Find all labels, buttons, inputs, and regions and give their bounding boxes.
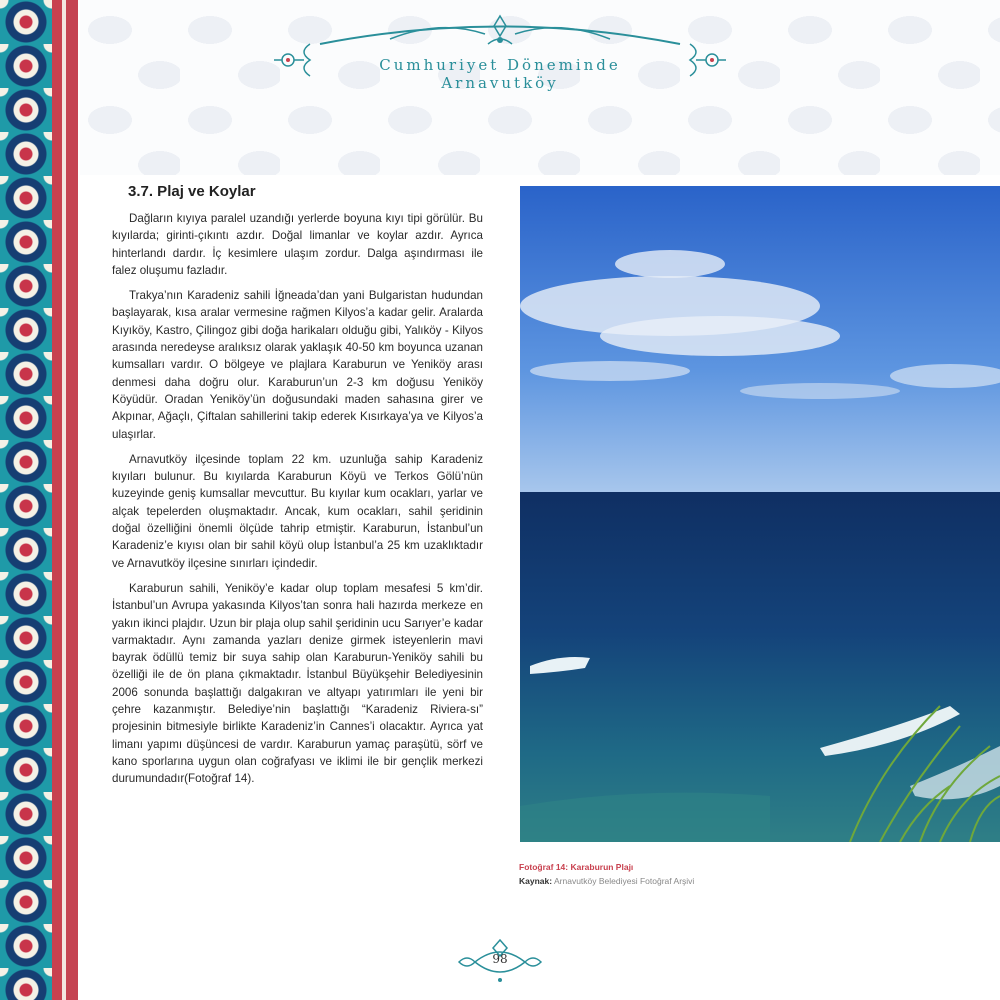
caption-source (519, 874, 694, 888)
caption-source-label: Kaynak: (519, 876, 553, 886)
paragraph: Dağların kıyıya paralel uzandığı yerlerde boyuna kıyı tipi görülür. Bu kıyılarda; girinti-çıkıntı azdır. Doğal limanlar ve koylar azdır. Ayrıca hinterlandı dardır. İç kesimlere ulaşım zordur. Dalga aşındırması ile falez oluşumu fazladır. (112, 212, 483, 277)
paragraph: Arnavutköy ilçesinde toplam 22 km. uzunluğa sahip Karadeniz kıyıları bulunur. Bu kıyılarda Karaburun Köyü ve Terkos Gölü’nün kuzeyinde geniş kumsallar mevcuttur. Bu kıyılar kum ocakları, yarlar ve alçak tepelerden oluşmaktadır. Ancak, kum ocakları, sahil şeridinin doğal özelliğini önemli ölçüde tahrip etmiştir. Karaburun, İstanbul’un Karadeniz’e kıyısı olan bir sahil köyü olup İstanbul’a 25 km uzaklıktadır ve Arnavutköy ilçesine sınırları içindedir. (112, 452, 483, 570)
red-border-stripe-inner (66, 0, 78, 1000)
tile-border (0, 0, 52, 1000)
beach-photo (520, 186, 1000, 842)
photo-caption (519, 860, 694, 888)
body-text (112, 210, 483, 796)
caption-title: Fotoğraf 14: Karaburun Plajı (519, 862, 634, 872)
paragraph: Karaburun sahili, Yeniköy’e kadar olup toplam mesafesi 5 km’dir. İstanbul’un Avrupa yakasında Kilyos’tan sonra hali hazırda merkeze en yakın ikinci plajdır. Uzun bir plaja olup sahil şeridinin ucu Sarıyer’e kadar varmaktadır. Aynı zamanda yazları denize girmek isteyenlerin mavi bayrak ödüllü temiz bir suya sahip olan Karaburun-Yeniköy sahili bu özelliği ile de ön plana çıkmaktadır. İstanbul Büyükşehir Belediyesinin 2006 sonunda başlattığı dalgakıran ve altyapı yatırımları ile yeni bir çehre kazanmıştır. Belediye’nin başlattığı “Karadeniz Riviera-sı” projesinin bitmesiyle birlikte Karadeniz’in Cannes’i olacaktır. Ayrıca yat limanı yapımı düşüncesi de vardır. Karaburun yamaç paraşütü, sörf ve kano sporlarına uygun olan coğrafyası ve iklimi ile bir gençlik merkezi durumundadır(Fotoğraf 14). (112, 581, 483, 786)
red-border-stripe (52, 0, 62, 1000)
paragraph: Trakya’nın Karadeniz sahili İğneada’dan yani Bulgaristan hudundan başlayarak, kısa aralar vermesine rağmen Kilyos’a kadar gelir. Aralarda Kıyıköy, Kastro, Çilingoz gibi doğa harikaları olduğu gibi, Yalıköy - Kilyos arasında neredeyse aralıksız olarak yaklaşık 40-50 km boyunca uzanan kumsalları vardır. O bölgeye ve plajlara Karaburun ve Yeniköy arası denmesi daha doğru olur. Karaburun’un 2-3 km doğusu Yeniköy Köyüdür. Oradan Yeniköy’ün doğusundaki maden sahasına girer ve Akpınar, Ağaçlı, Çiftalan sahillerini takip ederek Kısırkaya’ya ve Kilyos’a ulaşırlar. (112, 289, 483, 441)
caption-source-text: Arnavutköy Belediyesi Fotoğraf Arşivi (553, 876, 695, 886)
running-header-title: Cumhuriyet Döneminde Arnavutköy (379, 56, 621, 92)
page-number: 98 (492, 952, 508, 966)
section-heading: 3.7. Plaj ve Koylar (128, 183, 256, 200)
